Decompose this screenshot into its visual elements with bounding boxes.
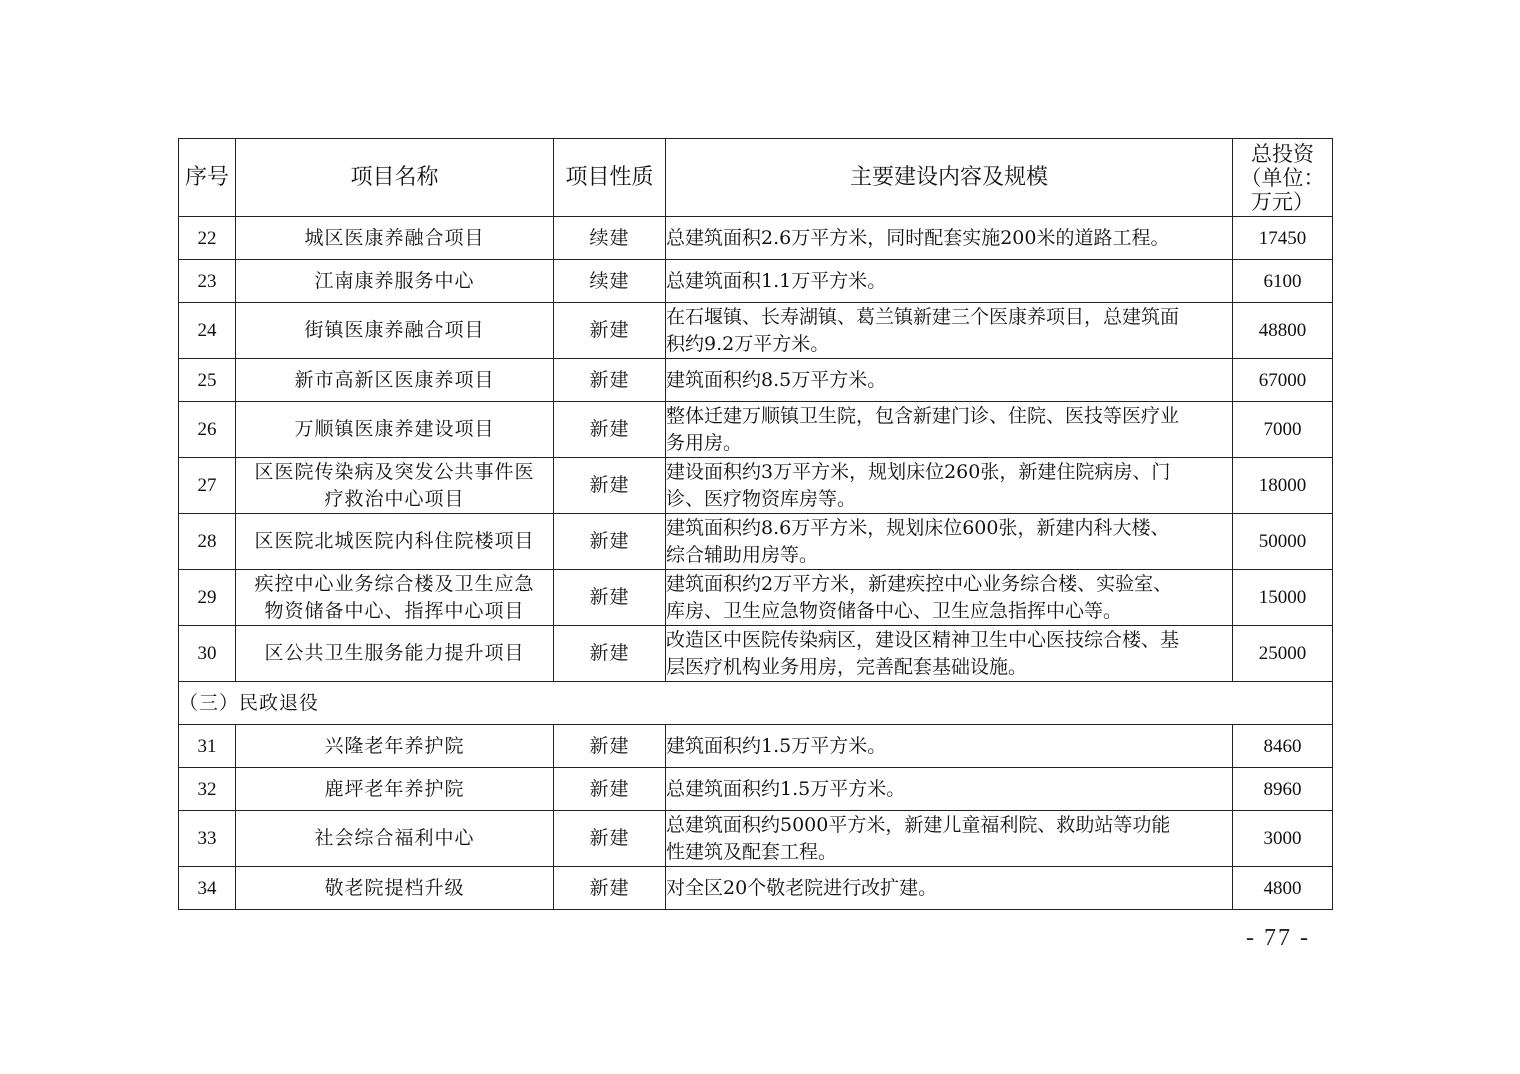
- cell-construction-content-line: 在石堰镇、长寿湖镇、葛兰镇新建三个医康养项目，总建筑面: [666, 305, 1180, 328]
- cell-construction-content-line: 改造区中医院传染病区，建设区精神卫生中心医技综合楼、基: [666, 628, 1180, 651]
- header-investment-line: （单位：: [1240, 165, 1325, 190]
- cell-construction-content-line: 积约9.2万平方米。: [666, 332, 830, 355]
- table-row: [179, 768, 1333, 811]
- cell-investment: 4800: [1233, 867, 1333, 910]
- cell-project-name-line: 疗救治中心项目: [324, 487, 465, 510]
- cell-index: 29: [179, 570, 236, 626]
- cell-project-name: [236, 402, 554, 458]
- cell-project-name: [236, 458, 554, 514]
- table-row: [179, 217, 1333, 260]
- table-row: [179, 626, 1333, 682]
- cell-construction-content-line: 建筑面积约8.6万平方米，规划床位600张，新建内科大楼、: [666, 516, 1170, 539]
- cell-construction-content-line: 性建筑及配套工程。: [666, 840, 838, 863]
- cell-project-nature: 新建: [554, 811, 666, 867]
- cell-index: 34: [179, 867, 236, 910]
- cell-construction-content: [666, 867, 1233, 910]
- cell-project-nature: 新建: [554, 867, 666, 910]
- cell-construction-content: [666, 570, 1233, 626]
- cell-index: 31: [179, 725, 236, 768]
- cell-investment: 3000: [1233, 811, 1333, 867]
- cell-project-name-line: 江南康养服务中心: [314, 269, 475, 292]
- cell-investment: 25000: [1233, 626, 1333, 682]
- cell-project-name: [236, 260, 554, 303]
- cell-project-name-line: 万顺镇医康养建设项目: [294, 418, 495, 440]
- cell-construction-content-line: 诊、医疗物资库房等。: [666, 487, 857, 510]
- cell-construction-content: [666, 811, 1233, 867]
- header-investment-line: 总投资: [1251, 141, 1314, 166]
- cell-construction-content-line: 对全区20个敬老院进行改扩建。: [666, 876, 938, 899]
- cell-index: 28: [179, 514, 236, 570]
- cell-construction-content: [666, 359, 1233, 402]
- cell-project-name: [236, 303, 554, 359]
- cell-project-nature: 新建: [554, 768, 666, 811]
- header-project-name: 项目名称: [236, 139, 554, 217]
- table-body-health: [179, 217, 1333, 682]
- table-row: [179, 514, 1333, 570]
- cell-investment: 15000: [1233, 570, 1333, 626]
- cell-project-nature: 新建: [554, 458, 666, 514]
- cell-project-nature: 续建: [554, 260, 666, 303]
- cell-project-nature: 新建: [554, 626, 666, 682]
- cell-construction-content: [666, 402, 1233, 458]
- cell-project-name-line: 区医院北城医院内科住院楼项目: [254, 530, 535, 552]
- section-title: （三）民政退役: [179, 682, 1333, 725]
- cell-construction-content-line: 库房、卫生应急物资储备中心、卫生应急指挥中心等。: [666, 599, 1123, 622]
- cell-investment: 8460: [1233, 725, 1333, 768]
- cell-project-name: [236, 359, 554, 402]
- cell-investment: 18000: [1233, 458, 1333, 514]
- cell-index: 33: [179, 811, 236, 867]
- cell-project-name-line: 区医院传染病及突发公共事件医: [254, 460, 535, 483]
- table-body-civil-affairs: [179, 725, 1333, 910]
- cell-index: 30: [179, 626, 236, 682]
- cell-project-nature: 新建: [554, 725, 666, 768]
- cell-project-name-line: 敬老院提档升级: [324, 876, 465, 899]
- cell-construction-content-line: 总建筑面积1.1万平方米。: [666, 269, 887, 292]
- cell-construction-content-line: 务用房。: [666, 431, 743, 454]
- cell-index: 27: [179, 458, 236, 514]
- cell-project-name: [236, 217, 554, 260]
- cell-project-name-line: 区公共卫生服务能力提升项目: [264, 642, 525, 664]
- cell-construction-content-line: 层医疗机构业务用房，完善配套基础设施。: [666, 655, 1028, 678]
- cell-index: 32: [179, 768, 236, 811]
- cell-project-nature: 新建: [554, 514, 666, 570]
- cell-project-name-line: 社会综合福利中心: [314, 827, 475, 849]
- table-row: [179, 402, 1333, 458]
- page-number: - 77 -: [1246, 925, 1310, 951]
- header-project-nature: 项目性质: [554, 139, 666, 217]
- table-row: [179, 303, 1333, 359]
- cell-index: 22: [179, 217, 236, 260]
- cell-investment: 48800: [1233, 303, 1333, 359]
- cell-index: 25: [179, 359, 236, 402]
- cell-index: 23: [179, 260, 236, 303]
- cell-project-name: [236, 514, 554, 570]
- section-row: [179, 682, 1333, 725]
- cell-construction-content-line: 建筑面积约1.5万平方米。: [666, 734, 887, 757]
- cell-project-name-line: 鹿坪老年养护院: [324, 777, 465, 800]
- cell-project-nature: 续建: [554, 217, 666, 260]
- table-section: [179, 682, 1333, 725]
- cell-project-name: [236, 811, 554, 867]
- cell-construction-content-line: 总建筑面积约5000平方米，新建儿童福利院、救助站等功能: [666, 813, 1171, 836]
- cell-construction-content-line: 总建筑面积约1.5万平方米。: [666, 777, 906, 800]
- cell-investment: 17450: [1233, 217, 1333, 260]
- cell-construction-content: [666, 217, 1233, 260]
- cell-project-nature: 新建: [554, 359, 666, 402]
- cell-investment: 8960: [1233, 768, 1333, 811]
- cell-index: 26: [179, 402, 236, 458]
- table-row: [179, 570, 1333, 626]
- cell-project-nature: 新建: [554, 570, 666, 626]
- cell-construction-content-line: 综合辅助用房等。: [666, 543, 819, 566]
- cell-construction-content-line: 建设面积约3万平方米，规划床位260张，新建住院病房、门: [666, 460, 1171, 483]
- project-table: [178, 138, 1333, 910]
- cell-project-name: [236, 768, 554, 811]
- cell-construction-content-line: 总建筑面积2.6万平方米，同时配套实施200米的道路工程。: [666, 226, 1170, 249]
- cell-construction-content: [666, 768, 1233, 811]
- table-header-row: [179, 139, 1333, 217]
- cell-investment: 67000: [1233, 359, 1333, 402]
- header-index: 序号: [179, 139, 236, 217]
- cell-construction-content: [666, 514, 1233, 570]
- header-construction-content: 主要建设内容及规模: [666, 139, 1233, 217]
- cell-construction-content: [666, 725, 1233, 768]
- cell-construction-content-line: 建筑面积约2万平方米，新建疾控中心业务综合楼、实验室、: [666, 572, 1173, 595]
- cell-project-name-line: 街镇医康养融合项目: [304, 319, 485, 341]
- cell-project-name-line: 兴隆老年养护院: [324, 734, 465, 757]
- table-row: [179, 260, 1333, 303]
- cell-project-name-line: 疾控中心业务综合楼及卫生应急: [254, 572, 535, 595]
- cell-construction-content-line: 整体迁建万顺镇卫生院，包含新建门诊、住院、医技等医疗业: [666, 404, 1180, 427]
- cell-project-name-line: 新市高新区医康养项目: [294, 368, 495, 391]
- cell-construction-content: [666, 626, 1233, 682]
- cell-construction-content: [666, 303, 1233, 359]
- cell-investment: 7000: [1233, 402, 1333, 458]
- table-row: [179, 811, 1333, 867]
- table-row: [179, 725, 1333, 768]
- cell-construction-content-line: 建筑面积约8.5万平方米。: [666, 368, 887, 391]
- cell-construction-content: [666, 260, 1233, 303]
- cell-project-name: [236, 570, 554, 626]
- header-total-investment: [1233, 139, 1333, 217]
- table-row: [179, 359, 1333, 402]
- header-investment-line: 万元）: [1251, 189, 1314, 214]
- cell-project-name: [236, 867, 554, 910]
- cell-project-nature: 新建: [554, 402, 666, 458]
- cell-project-nature: 新建: [554, 303, 666, 359]
- cell-construction-content: [666, 458, 1233, 514]
- cell-project-name-line: 城区医康养融合项目: [304, 226, 485, 249]
- cell-index: 24: [179, 303, 236, 359]
- cell-project-name: [236, 626, 554, 682]
- table-row: [179, 458, 1333, 514]
- cell-investment: 50000: [1233, 514, 1333, 570]
- cell-project-name: [236, 725, 554, 768]
- cell-project-name-line: 物资储备中心、指挥中心项目: [264, 599, 525, 622]
- table-row: [179, 867, 1333, 910]
- cell-investment: 6100: [1233, 260, 1333, 303]
